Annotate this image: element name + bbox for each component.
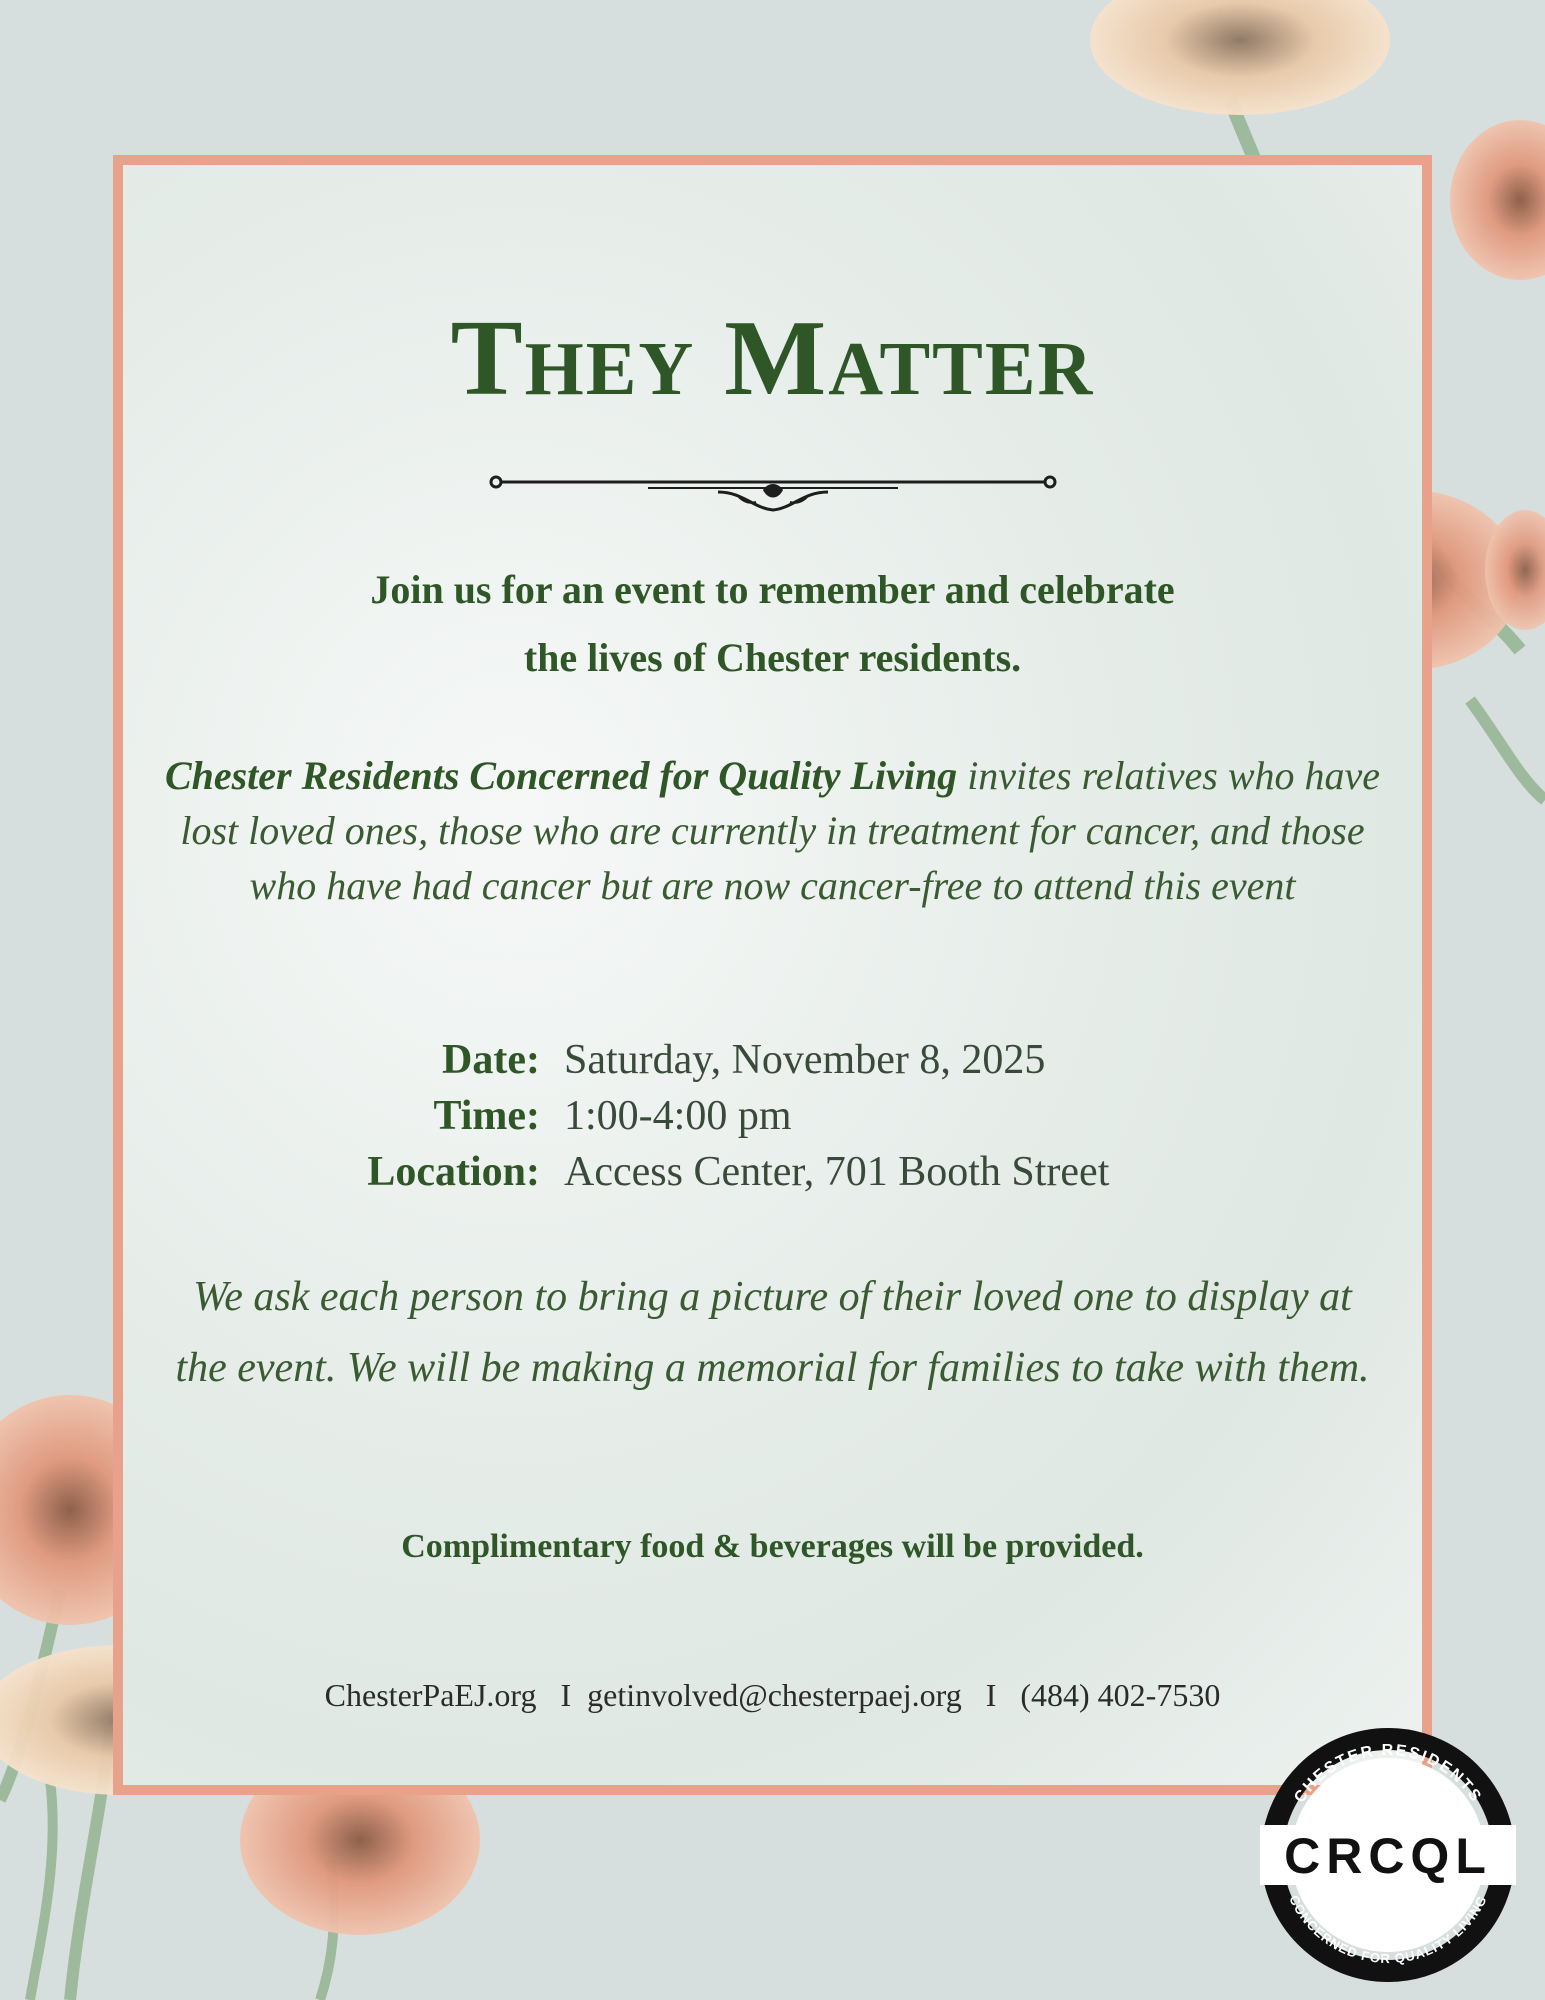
contact-line xyxy=(0,1677,1545,1714)
intro-line-1: Join us for an event to remember and celebrate xyxy=(370,567,1175,612)
date-label: Date: xyxy=(442,1037,540,1083)
invitation-text: invites relatives who have lost loved ones, those who are currently in treatment for cancer, and those who have had cancer but are now cancer-free to attend this event xyxy=(180,753,1381,908)
intro-line-2: the lives of Chester residents. xyxy=(523,635,1022,680)
separator: I xyxy=(985,1677,997,1713)
intro-text xyxy=(0,556,1545,692)
time-label: Time: xyxy=(433,1093,540,1139)
food-note: Complimentary food & beverages will be provided. xyxy=(401,1528,1144,1565)
date-value: Saturday, November 8, 2025 xyxy=(564,1037,1046,1083)
website-link[interactable]: ChesterPaEJ.org xyxy=(324,1677,537,1713)
separator: I xyxy=(560,1677,572,1713)
email-link[interactable]: getinvolved@chesterpaej.org xyxy=(587,1677,962,1713)
time-value: 1:00-4:00 pm xyxy=(564,1093,792,1139)
logo-bottom-text: CONCERNED FOR QUALITY LIVING xyxy=(1286,1892,1490,1967)
picture-request: We ask each person to bring a picture of their loved one to display at the event. We will be making a memorial for families to take with them. xyxy=(175,1274,1370,1391)
date-row xyxy=(300,1032,1109,1088)
logo-acronym: CRCQL xyxy=(1284,1828,1492,1884)
phone-number: (484) 402-7530 xyxy=(1020,1677,1221,1713)
event-details xyxy=(300,1032,1109,1200)
ornament-divider xyxy=(488,468,1058,518)
invitation-paragraph xyxy=(155,748,1390,913)
organization-name: Chester Residents Concerned for Quality Living xyxy=(164,753,958,798)
page-title: They Matter xyxy=(450,299,1095,418)
location-label: Location: xyxy=(367,1149,540,1195)
crcql-logo xyxy=(1260,1727,1516,1983)
location-row xyxy=(300,1144,1109,1200)
time-row xyxy=(300,1088,1109,1144)
location-value: Access Center, 701 Booth Street xyxy=(564,1149,1110,1195)
logo-top-text: CHESTER RESIDENTS xyxy=(1291,1741,1485,1807)
